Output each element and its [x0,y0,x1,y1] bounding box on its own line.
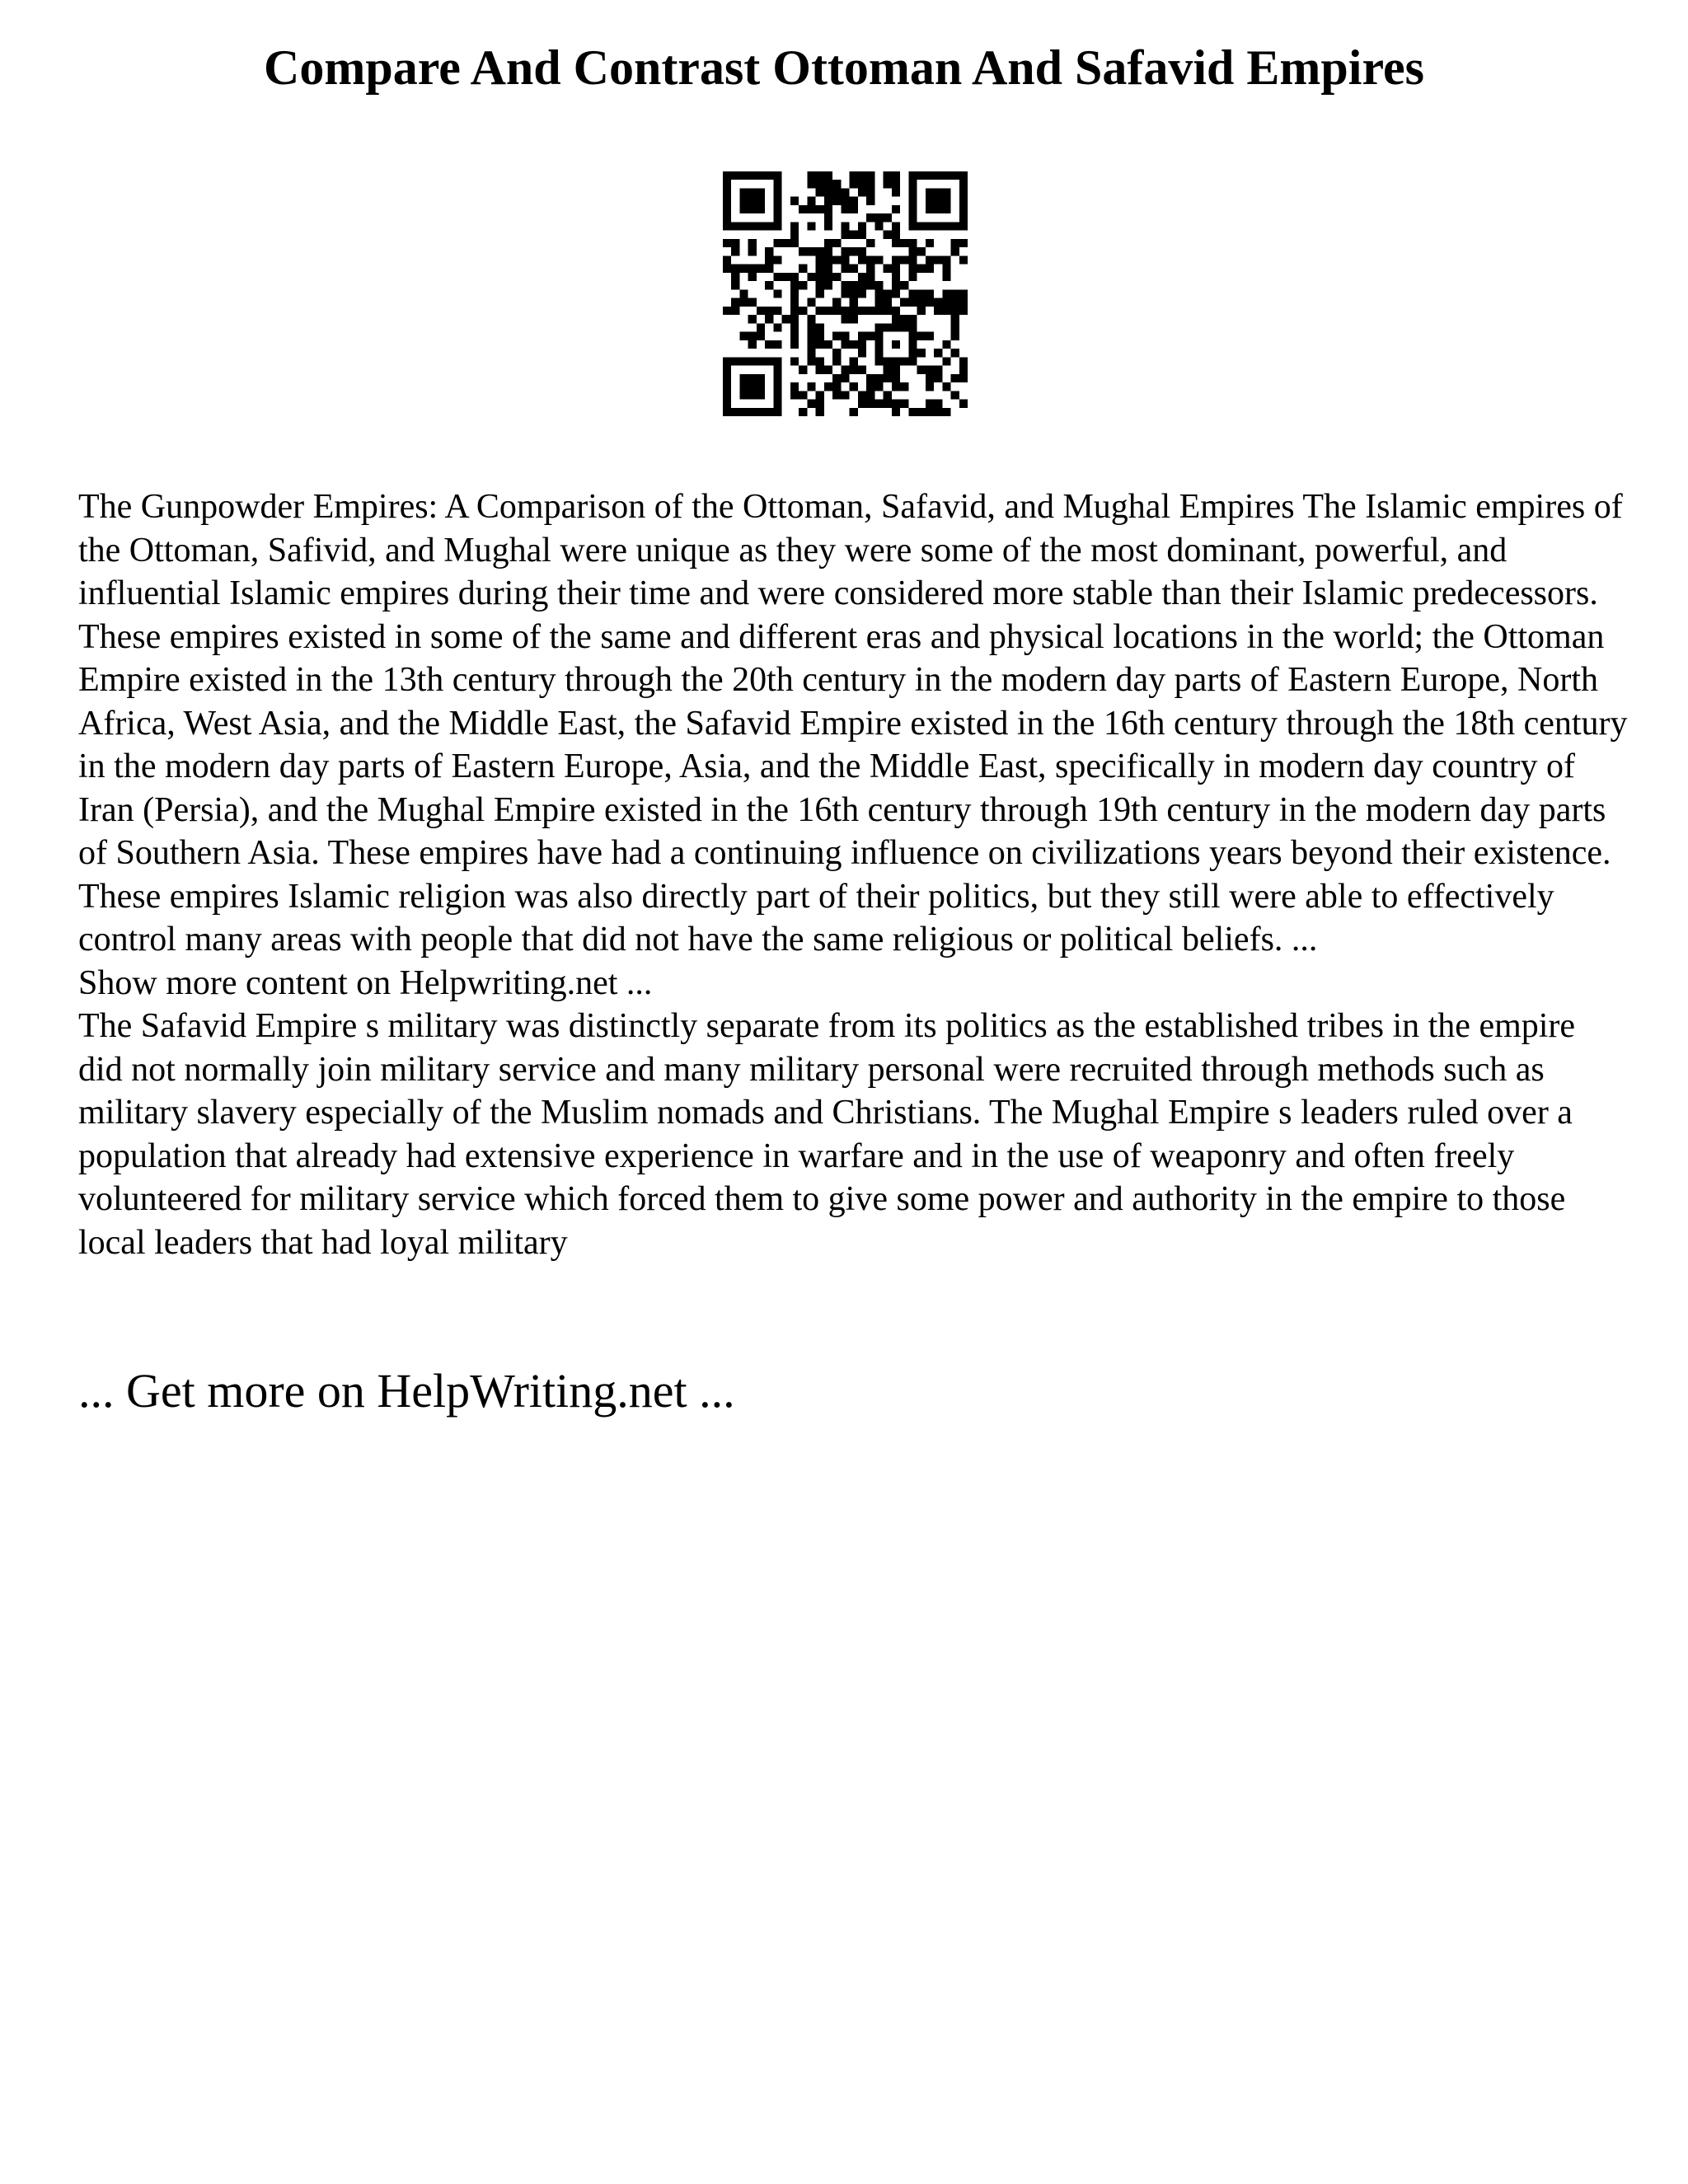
qr-code-icon [723,171,968,416]
get-more-link[interactable]: ... Get more on HelpWriting.net ... [78,1364,735,1418]
paragraph-intro: The Gunpowder Empires: A Comparison of the Ottoman, Safavid, and Mughal Empires The Islamic empires of the Ottoman, Safivid, and Mughal were unique as they were some of the most dominant, powerful, and influential Islamic empires during their time and were considered more stable than their Islamic predecessors. These empires existed in some of the same and different eras and physical locations in the world; the Ottoman Empire existed in the 13th century through the 20th century in the modern day parts of Eastern Europe, North Africa, West Asia, and the Middle East, the Safavid Empire existed in the 16th century through the 18th century in the modern day parts of Eastern Europe, Asia, and the Middle East, specifically in modern day country of Iran (Persia), and the Mughal Empire existed in the 16th century through 19th century in the modern day parts of Southern Asia. These empires have had a continuing influence on civilizations years beyond their existence. These empires Islamic religion was also directly part of their politics, but they still were able to effectively control many areas with people that did not have the same religious or political beliefs. ... [78,488,1628,958]
show-more-link[interactable]: Show more content on Helpwriting.net ... [78,963,653,1002]
paragraph-military: The Safavid Empire s military was distinctly separate from its politics as the established tribes in the empire did not normally join military service and many military personal were recruited through methods such as military slavery especially of the Muslim nomads and Christians. The Mughal Empire s leaders ruled over a population that already had extensive experience in warfare and in the use of weaponry and often freely volunteered for military service which forced them to give some power and authority in the empire to those local leaders that had loyal military [78,1007,1576,1262]
page-title: Compare And Contrast Ottoman And Safavid Empires [264,40,1424,95]
article-body [78,485,1628,1264]
